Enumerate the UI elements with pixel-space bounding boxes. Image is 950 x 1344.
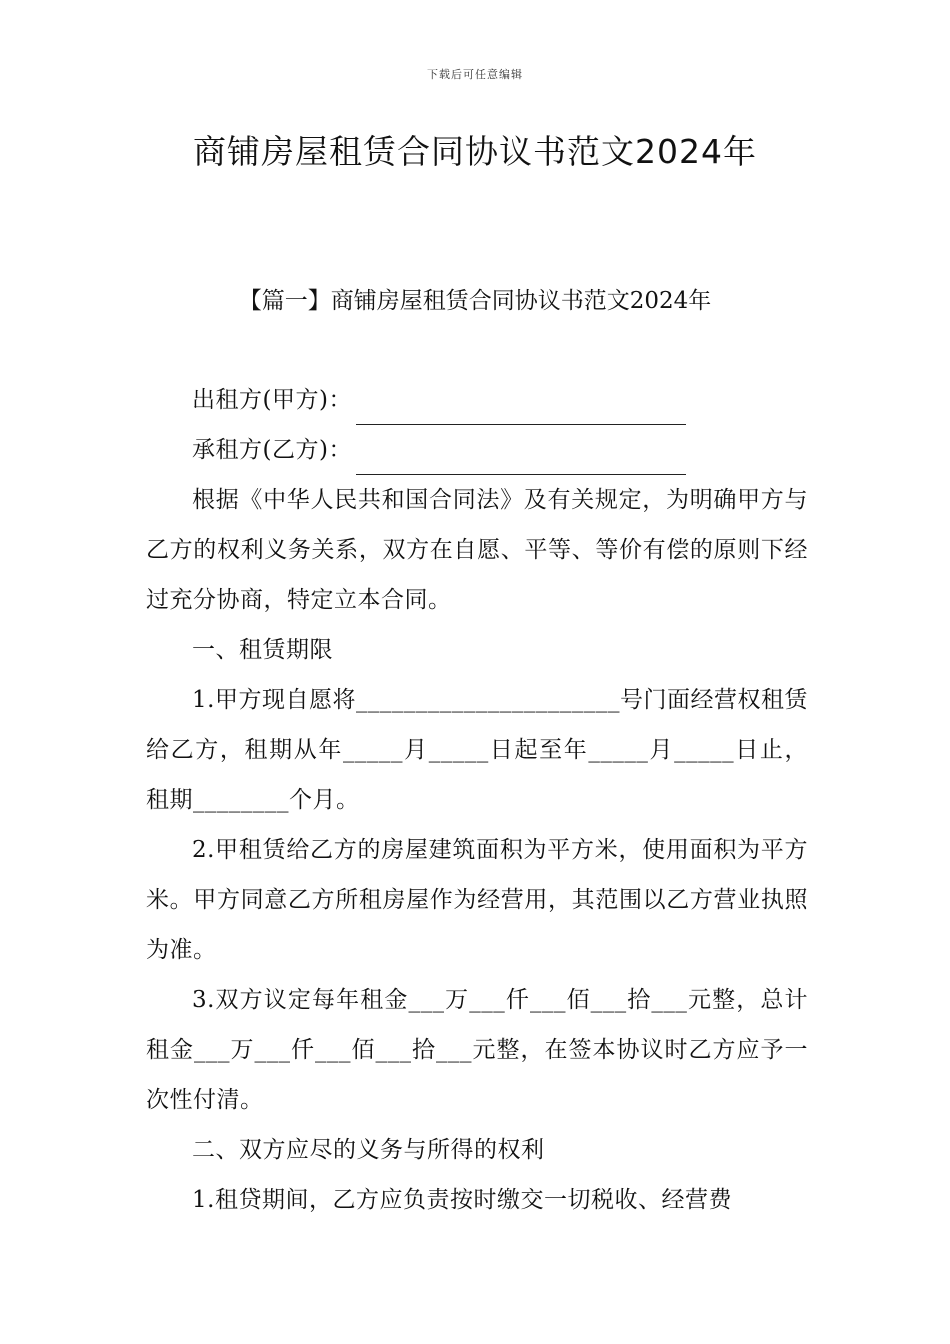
section-title: 【篇一】商铺房屋租赁合同协议书范文2024年	[238, 288, 712, 314]
document-title: 商铺房屋租赁合同协议书范文2024年	[193, 132, 757, 171]
lessee-blank	[356, 444, 686, 475]
paragraph-preamble: 根据《中华人民共和国合同法》及有关规定，为明确甲方与乙方的权利义务关系，双方在自愿、平等、等价有偿的原则下经过充分协商，特定立本合同。	[146, 487, 808, 613]
heading-lease-term: 一、租赁期限	[192, 637, 333, 663]
clause-1-1: 1.甲方现自愿将______________________号门面经营权租赁给乙方，租期从年_____月_____日起至年_____月_____日止，租期________个月。	[146, 687, 808, 813]
clause-1-2: 2.甲租赁给乙方的房屋建筑面积为平方米，使用面积为平方米。甲方同意乙方所租房屋作为经营用，其范围以乙方营业执照为准。	[146, 837, 808, 963]
clause-2-1: 1.租贷期间，乙方应负责按时缴交一切税收、经营费	[192, 1187, 732, 1213]
lessor-line	[146, 375, 808, 425]
heading-obligations: 二、双方应尽的义务与所得的权利	[192, 1137, 545, 1163]
lessor-label: 出租方(甲方)：	[192, 387, 352, 413]
lessee-label: 承租方(乙方)：	[192, 437, 352, 463]
lessee-line	[146, 425, 808, 475]
document-body	[146, 375, 808, 1225]
clause-1-3: 3.双方议定每年租金___万___仟___佰___拾___元整，总计租金___万___仟___佰___拾___元整，在签本协议时乙方应予一次性付清。	[146, 987, 808, 1113]
lessor-blank	[356, 394, 686, 425]
header-note: 下载后可任意编辑	[427, 68, 523, 81]
